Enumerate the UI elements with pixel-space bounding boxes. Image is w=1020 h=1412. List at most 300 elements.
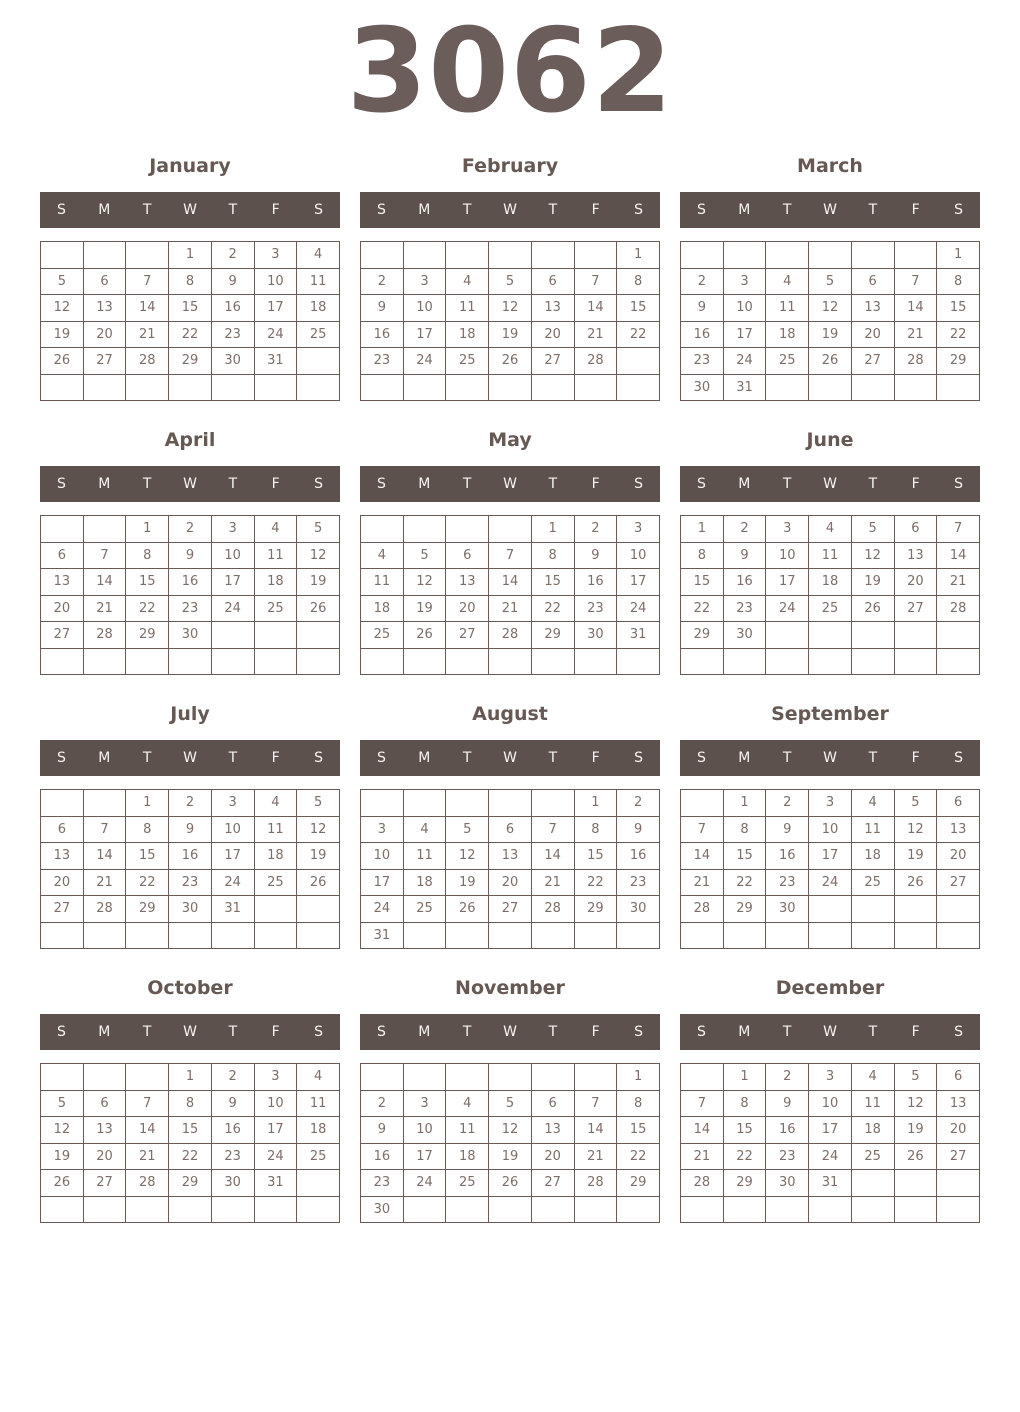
empty-day-cell xyxy=(937,922,980,949)
day-cell: 17 xyxy=(766,569,809,596)
day-cell: 11 xyxy=(254,542,297,569)
week-row xyxy=(41,843,340,870)
weekday-header-cell: F xyxy=(911,750,920,767)
day-cell: 16 xyxy=(574,569,617,596)
day-cell: 11 xyxy=(446,295,489,322)
day-cell: 21 xyxy=(126,321,169,348)
weekday-header-cell: S xyxy=(56,476,66,493)
day-cell: 20 xyxy=(83,321,126,348)
day-cell: 12 xyxy=(41,295,84,322)
day-cell: 12 xyxy=(809,295,852,322)
day-cell: 13 xyxy=(937,1090,980,1117)
empty-day-cell xyxy=(894,374,937,401)
week-row xyxy=(41,922,340,949)
weekday-header-cell: T xyxy=(548,750,558,767)
day-cell: 25 xyxy=(851,869,894,896)
weekday-header-cell: T xyxy=(228,750,238,767)
day-cell: 22 xyxy=(126,595,169,622)
empty-day-cell xyxy=(211,1196,254,1223)
day-cell: 8 xyxy=(169,268,212,295)
empty-day-cell xyxy=(489,516,532,543)
weekday-header-cell: S xyxy=(56,202,66,219)
week-row xyxy=(681,595,980,622)
month-block xyxy=(360,151,660,401)
day-cell: 23 xyxy=(211,321,254,348)
day-cell: 22 xyxy=(937,321,980,348)
day-cell: 13 xyxy=(41,843,84,870)
empty-day-cell xyxy=(297,648,340,675)
weekday-header-cell: M xyxy=(418,750,431,767)
day-cell: 28 xyxy=(126,1170,169,1197)
empty-day-cell xyxy=(574,1064,617,1091)
day-cell: 23 xyxy=(723,595,766,622)
weekday-header-cell: F xyxy=(591,750,600,767)
day-cell: 21 xyxy=(894,321,937,348)
day-cell: 20 xyxy=(446,595,489,622)
month-calendar-table xyxy=(680,789,980,949)
weekday-header-cell: F xyxy=(271,750,280,767)
empty-day-cell xyxy=(723,648,766,675)
day-cell: 7 xyxy=(83,542,126,569)
weekday-header-cell: W xyxy=(503,750,517,767)
week-row xyxy=(361,869,660,896)
day-cell: 9 xyxy=(766,816,809,843)
day-cell: 13 xyxy=(851,295,894,322)
day-cell: 15 xyxy=(126,569,169,596)
empty-day-cell xyxy=(254,622,297,649)
day-cell: 4 xyxy=(403,816,446,843)
empty-day-cell xyxy=(169,648,212,675)
empty-day-cell xyxy=(83,1064,126,1091)
day-cell: 3 xyxy=(403,1090,446,1117)
day-cell: 27 xyxy=(937,869,980,896)
weekday-header-cell: M xyxy=(98,750,111,767)
day-cell: 23 xyxy=(361,1170,404,1197)
month-calendar-body xyxy=(41,242,340,401)
day-cell: 22 xyxy=(169,1143,212,1170)
empty-day-cell xyxy=(41,242,84,269)
month-calendar-table xyxy=(360,515,660,675)
day-cell: 31 xyxy=(723,374,766,401)
empty-day-cell xyxy=(126,242,169,269)
weekday-header-cell: S xyxy=(56,1024,66,1041)
weekday-header-cell: T xyxy=(142,476,152,493)
day-cell: 1 xyxy=(937,242,980,269)
day-cell: 5 xyxy=(489,1090,532,1117)
day-cell: 7 xyxy=(574,268,617,295)
day-cell: 10 xyxy=(254,1090,297,1117)
day-cell: 6 xyxy=(531,268,574,295)
week-row xyxy=(41,622,340,649)
day-cell: 17 xyxy=(211,843,254,870)
day-cell: 14 xyxy=(126,295,169,322)
day-cell: 8 xyxy=(617,268,660,295)
day-cell: 20 xyxy=(489,869,532,896)
day-cell: 4 xyxy=(851,1064,894,1091)
day-cell: 27 xyxy=(851,348,894,375)
week-row xyxy=(41,321,340,348)
day-cell: 14 xyxy=(681,843,724,870)
day-cell: 19 xyxy=(297,843,340,870)
empty-day-cell xyxy=(83,516,126,543)
month-block xyxy=(360,973,660,1223)
day-cell: 22 xyxy=(169,321,212,348)
week-row xyxy=(361,542,660,569)
day-cell: 5 xyxy=(489,268,532,295)
empty-day-cell xyxy=(766,622,809,649)
day-cell: 18 xyxy=(766,321,809,348)
day-cell: 1 xyxy=(617,1064,660,1091)
day-cell: 26 xyxy=(851,595,894,622)
year-title: 3062 xyxy=(346,4,674,139)
weekday-header-cell: F xyxy=(271,476,280,493)
weekday-header-cell: M xyxy=(418,202,431,219)
week-row xyxy=(681,516,980,543)
empty-day-cell xyxy=(809,922,852,949)
weekday-header-cell: F xyxy=(911,202,920,219)
day-cell: 21 xyxy=(574,1143,617,1170)
day-cell: 22 xyxy=(723,869,766,896)
weekday-header-cell: T xyxy=(462,202,472,219)
day-cell: 11 xyxy=(446,1117,489,1144)
day-cell: 10 xyxy=(403,1117,446,1144)
day-cell: 3 xyxy=(254,1064,297,1091)
day-cell: 5 xyxy=(297,790,340,817)
day-cell: 27 xyxy=(531,1170,574,1197)
empty-day-cell xyxy=(851,622,894,649)
weekday-header-band xyxy=(680,740,980,776)
week-row xyxy=(361,922,660,949)
day-cell: 14 xyxy=(681,1117,724,1144)
day-cell: 26 xyxy=(894,869,937,896)
day-cell: 7 xyxy=(531,816,574,843)
day-cell: 4 xyxy=(809,516,852,543)
day-cell: 15 xyxy=(723,1117,766,1144)
day-cell: 29 xyxy=(574,896,617,923)
day-cell: 3 xyxy=(809,790,852,817)
day-cell: 4 xyxy=(361,542,404,569)
day-cell: 30 xyxy=(169,896,212,923)
empty-day-cell xyxy=(297,374,340,401)
weekday-header-band xyxy=(360,740,660,776)
empty-day-cell xyxy=(446,374,489,401)
week-row xyxy=(681,268,980,295)
day-cell: 26 xyxy=(809,348,852,375)
day-cell: 29 xyxy=(169,348,212,375)
week-row xyxy=(681,1143,980,1170)
month-title: July xyxy=(170,703,210,726)
empty-day-cell xyxy=(681,1196,724,1223)
day-cell: 26 xyxy=(41,348,84,375)
empty-day-cell xyxy=(809,242,852,269)
empty-day-cell xyxy=(894,622,937,649)
empty-day-cell xyxy=(254,374,297,401)
day-cell: 5 xyxy=(41,268,84,295)
weekday-header-band xyxy=(40,192,340,228)
day-cell: 25 xyxy=(766,348,809,375)
day-cell: 19 xyxy=(489,1143,532,1170)
day-cell: 5 xyxy=(403,542,446,569)
month-calendar-body xyxy=(361,242,660,401)
day-cell: 15 xyxy=(126,843,169,870)
week-row xyxy=(681,348,980,375)
day-cell: 12 xyxy=(894,1090,937,1117)
weekday-header-cell: T xyxy=(462,1024,472,1041)
day-cell: 29 xyxy=(723,1170,766,1197)
week-row xyxy=(361,790,660,817)
day-cell: 12 xyxy=(297,542,340,569)
month-block xyxy=(680,699,980,949)
day-cell: 10 xyxy=(361,843,404,870)
day-cell: 1 xyxy=(126,790,169,817)
week-row xyxy=(41,242,340,269)
week-row xyxy=(41,542,340,569)
empty-day-cell xyxy=(531,242,574,269)
weekday-header-cell: S xyxy=(696,202,706,219)
empty-day-cell xyxy=(937,1170,980,1197)
day-cell: 9 xyxy=(211,268,254,295)
day-cell: 18 xyxy=(254,569,297,596)
day-cell: 25 xyxy=(254,595,297,622)
empty-day-cell xyxy=(83,1196,126,1223)
empty-day-cell xyxy=(574,1196,617,1223)
day-cell: 17 xyxy=(361,869,404,896)
weekday-header-band xyxy=(680,1014,980,1050)
empty-day-cell xyxy=(766,1196,809,1223)
empty-day-cell xyxy=(211,922,254,949)
empty-day-cell xyxy=(894,1196,937,1223)
week-row xyxy=(41,816,340,843)
day-cell: 6 xyxy=(851,268,894,295)
month-calendar-body xyxy=(681,790,980,949)
day-cell: 15 xyxy=(574,843,617,870)
day-cell: 4 xyxy=(851,790,894,817)
week-row xyxy=(361,321,660,348)
week-row xyxy=(681,1064,980,1091)
weekday-header-cell: W xyxy=(503,1024,517,1041)
day-cell: 5 xyxy=(297,516,340,543)
empty-day-cell xyxy=(937,374,980,401)
weekday-header-cell: S xyxy=(314,750,324,767)
weekday-header-cell: M xyxy=(738,202,751,219)
empty-day-cell xyxy=(809,622,852,649)
empty-day-cell xyxy=(489,242,532,269)
day-cell: 26 xyxy=(894,1143,937,1170)
day-cell: 17 xyxy=(809,1117,852,1144)
day-cell: 21 xyxy=(937,569,980,596)
empty-day-cell xyxy=(937,648,980,675)
empty-day-cell xyxy=(937,1196,980,1223)
weekday-header-cell: S xyxy=(634,476,644,493)
month-calendar-table xyxy=(360,789,660,949)
week-row xyxy=(41,1196,340,1223)
week-row xyxy=(361,622,660,649)
day-cell: 12 xyxy=(403,569,446,596)
weekday-header-cell: M xyxy=(738,750,751,767)
day-cell: 13 xyxy=(937,816,980,843)
empty-day-cell xyxy=(361,242,404,269)
week-row xyxy=(361,648,660,675)
weekday-header-cell: S xyxy=(376,202,386,219)
weekday-header-cell: W xyxy=(183,1024,197,1041)
empty-day-cell xyxy=(211,648,254,675)
empty-day-cell xyxy=(937,622,980,649)
empty-day-cell xyxy=(41,1064,84,1091)
day-cell: 29 xyxy=(126,896,169,923)
day-cell: 5 xyxy=(809,268,852,295)
day-cell: 26 xyxy=(297,869,340,896)
day-cell: 12 xyxy=(894,816,937,843)
day-cell: 21 xyxy=(489,595,532,622)
week-row xyxy=(41,896,340,923)
day-cell: 5 xyxy=(41,1090,84,1117)
month-title: December xyxy=(775,977,885,1000)
empty-day-cell xyxy=(809,648,852,675)
day-cell: 12 xyxy=(851,542,894,569)
day-cell: 15 xyxy=(617,295,660,322)
empty-day-cell xyxy=(809,374,852,401)
day-cell: 20 xyxy=(83,1143,126,1170)
day-cell: 6 xyxy=(83,268,126,295)
day-cell: 30 xyxy=(723,622,766,649)
day-cell: 25 xyxy=(254,869,297,896)
weekday-header-cell: T xyxy=(548,202,558,219)
month-block xyxy=(40,699,340,949)
empty-day-cell xyxy=(41,374,84,401)
day-cell: 2 xyxy=(766,1064,809,1091)
empty-day-cell xyxy=(41,648,84,675)
day-cell: 22 xyxy=(574,869,617,896)
day-cell: 11 xyxy=(851,1090,894,1117)
day-cell: 29 xyxy=(681,622,724,649)
weekday-header-cell: F xyxy=(271,1024,280,1041)
day-cell: 23 xyxy=(169,595,212,622)
day-cell: 1 xyxy=(169,242,212,269)
weekday-header-cell: F xyxy=(271,202,280,219)
empty-day-cell xyxy=(446,1196,489,1223)
empty-day-cell xyxy=(617,374,660,401)
weekday-header-cell: W xyxy=(823,202,837,219)
day-cell: 24 xyxy=(211,869,254,896)
month-title: September xyxy=(771,703,889,726)
empty-day-cell xyxy=(126,648,169,675)
week-row xyxy=(41,869,340,896)
day-cell: 6 xyxy=(489,816,532,843)
empty-day-cell xyxy=(446,648,489,675)
day-cell: 25 xyxy=(297,1143,340,1170)
weekday-header-cell: S xyxy=(954,750,964,767)
day-cell: 13 xyxy=(489,843,532,870)
day-cell: 14 xyxy=(574,1117,617,1144)
day-cell: 3 xyxy=(211,790,254,817)
day-cell: 14 xyxy=(83,569,126,596)
month-calendar-body xyxy=(681,1064,980,1223)
day-cell: 3 xyxy=(403,268,446,295)
weekday-header-cell: T xyxy=(228,476,238,493)
month-calendar-table xyxy=(680,241,980,401)
month-title: October xyxy=(147,977,233,1000)
day-cell: 29 xyxy=(937,348,980,375)
week-row xyxy=(361,295,660,322)
day-cell: 14 xyxy=(574,295,617,322)
week-row xyxy=(681,374,980,401)
day-cell: 6 xyxy=(41,542,84,569)
day-cell: 8 xyxy=(723,816,766,843)
day-cell: 11 xyxy=(766,295,809,322)
empty-day-cell xyxy=(83,790,126,817)
day-cell: 18 xyxy=(403,869,446,896)
month-calendar-body xyxy=(41,516,340,675)
day-cell: 13 xyxy=(41,569,84,596)
day-cell: 9 xyxy=(617,816,660,843)
day-cell: 20 xyxy=(531,321,574,348)
day-cell: 8 xyxy=(531,542,574,569)
day-cell: 2 xyxy=(723,516,766,543)
week-row xyxy=(681,542,980,569)
empty-day-cell xyxy=(681,790,724,817)
weekday-header-cell: T xyxy=(782,202,792,219)
day-cell: 24 xyxy=(723,348,766,375)
empty-day-cell xyxy=(83,648,126,675)
day-cell: 17 xyxy=(809,843,852,870)
day-cell: 25 xyxy=(446,1170,489,1197)
weekday-header-cell: W xyxy=(823,750,837,767)
week-row xyxy=(41,516,340,543)
empty-day-cell xyxy=(489,1064,532,1091)
day-cell: 30 xyxy=(766,896,809,923)
empty-day-cell xyxy=(617,348,660,375)
day-cell: 18 xyxy=(254,843,297,870)
weekday-header-band xyxy=(40,466,340,502)
month-title: April xyxy=(164,429,216,452)
week-row xyxy=(681,1196,980,1223)
week-row xyxy=(361,1064,660,1091)
week-row xyxy=(681,295,980,322)
empty-day-cell xyxy=(169,374,212,401)
day-cell: 17 xyxy=(723,321,766,348)
day-cell: 28 xyxy=(681,896,724,923)
day-cell: 15 xyxy=(531,569,574,596)
day-cell: 30 xyxy=(766,1170,809,1197)
empty-day-cell xyxy=(723,922,766,949)
week-row xyxy=(681,816,980,843)
week-row xyxy=(361,268,660,295)
empty-day-cell xyxy=(446,242,489,269)
empty-day-cell xyxy=(681,922,724,949)
day-cell: 3 xyxy=(809,1064,852,1091)
week-row xyxy=(681,1117,980,1144)
weekday-header-cell: W xyxy=(183,750,197,767)
day-cell: 21 xyxy=(126,1143,169,1170)
day-cell: 16 xyxy=(766,843,809,870)
weekday-header-cell: T xyxy=(868,476,878,493)
month-calendar-table xyxy=(680,515,980,675)
day-cell: 17 xyxy=(254,295,297,322)
week-row xyxy=(361,569,660,596)
weekday-header-cell: S xyxy=(634,750,644,767)
week-row xyxy=(361,1117,660,1144)
empty-day-cell xyxy=(851,1170,894,1197)
empty-day-cell xyxy=(489,648,532,675)
empty-day-cell xyxy=(126,1196,169,1223)
day-cell: 25 xyxy=(403,896,446,923)
empty-day-cell xyxy=(446,516,489,543)
weekday-header-cell: M xyxy=(98,1024,111,1041)
weekday-header-cell: M xyxy=(98,202,111,219)
empty-day-cell xyxy=(446,922,489,949)
empty-day-cell xyxy=(83,242,126,269)
day-cell: 25 xyxy=(851,1143,894,1170)
